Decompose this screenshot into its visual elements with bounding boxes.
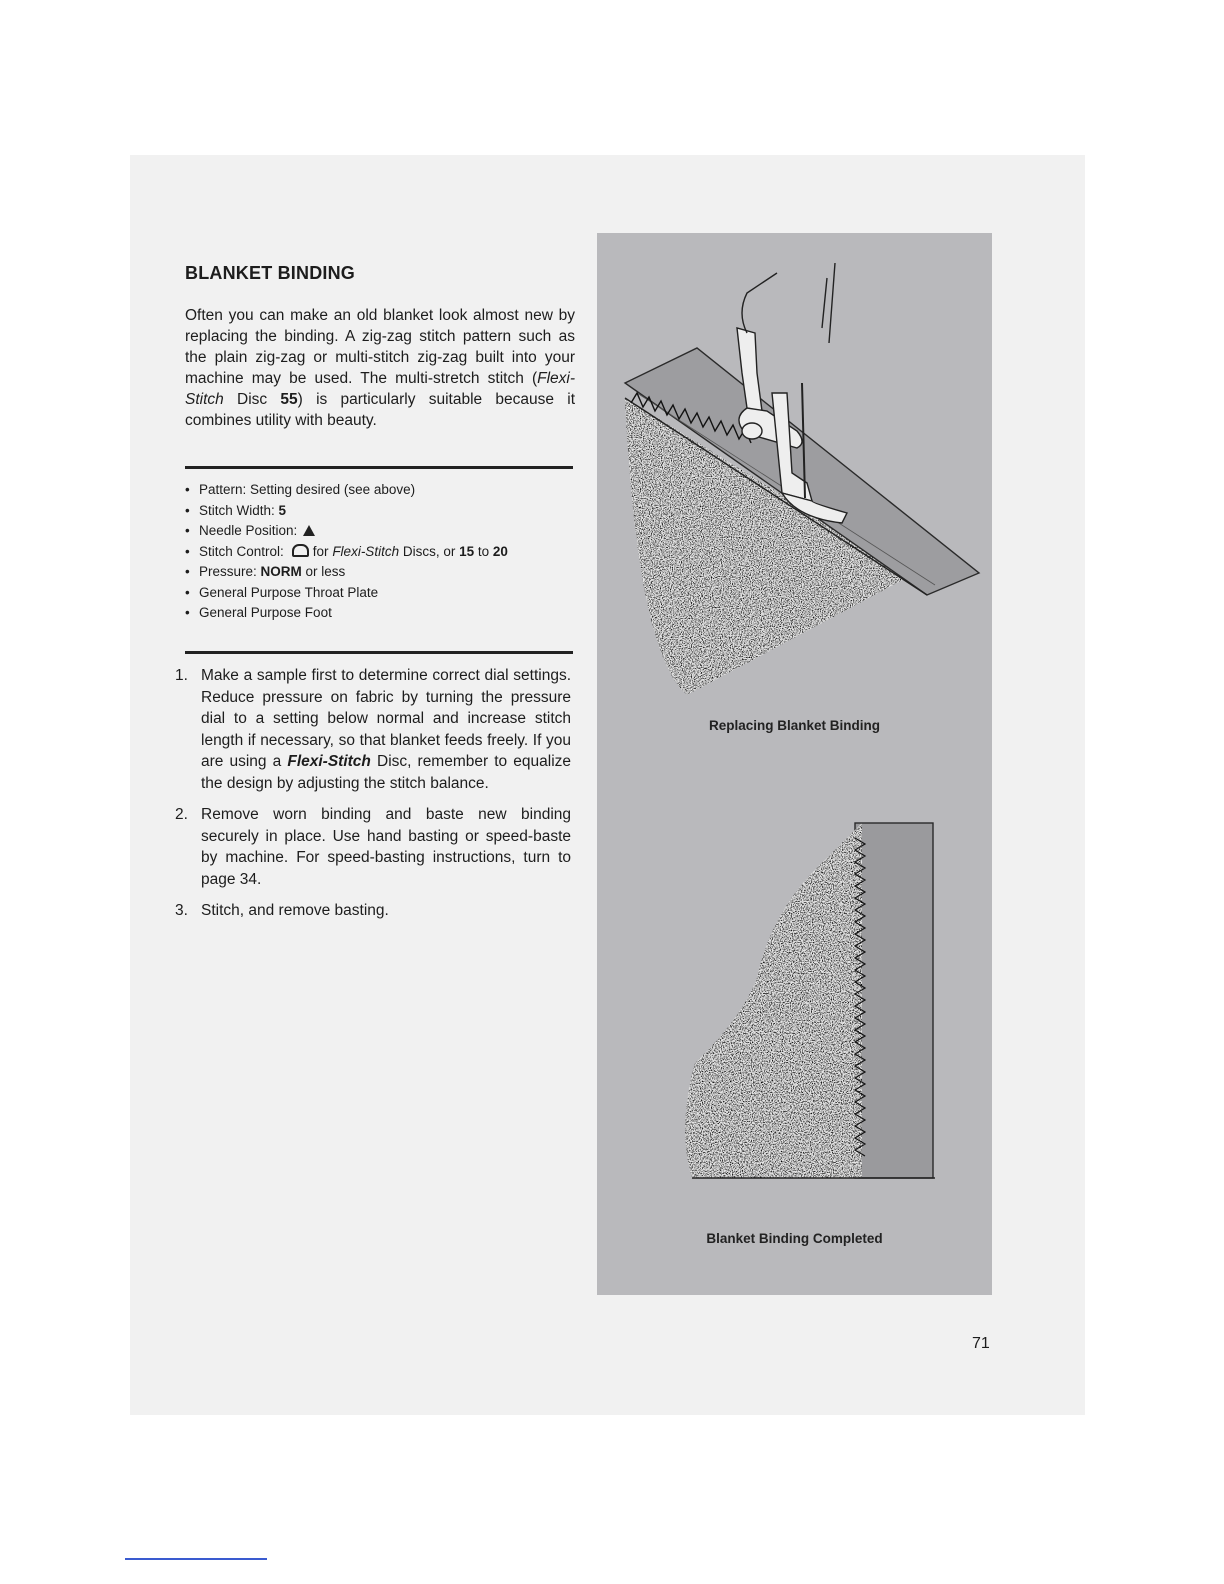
step-item: 2. Remove worn binding and baste new binding securely in place. Use hand basting or speed-baste by machine. For speed-basting instructions, turn to page 34. [175, 806, 571, 888]
figure-caption-1: Replacing Blanket Binding [708, 718, 881, 733]
figure-panel [597, 233, 992, 1295]
footer-link-underline[interactable] [125, 1558, 267, 1560]
intro-paragraph: Often you can make an old blanket look almost new by replacing the binding. A zig-zag stitch pattern such as the plain zig-zag or multi-stitch zig-zag built into your machine may be used. The multi-stretch stitch (Flexi-Stitch Disc 55) is particularly suitable because it combines utility with beauty. [185, 307, 576, 429]
figure-binding-completed [597, 818, 992, 1198]
setting-stitch-control: • Stitch Control: for Flexi-Stitch Discs, or 15 to 20 [185, 542, 575, 563]
step-item: 3. Stitch, and remove basting. [175, 902, 389, 919]
setting-pattern: • Pattern: Setting desired (see above) [185, 480, 575, 501]
manual-page [130, 155, 1085, 1415]
needle-center-icon [303, 525, 315, 536]
figure-replacing-binding [597, 233, 992, 703]
page-number: 71 [972, 1335, 990, 1352]
binding-strip [855, 823, 933, 1178]
machine-settings-list [185, 480, 575, 624]
instruction-steps [175, 665, 571, 932]
divider-bottom [185, 651, 573, 654]
divider-top [185, 466, 573, 469]
setting-pressure: • Pressure: NORM or less [185, 562, 575, 583]
section-heading: BLANKET BINDING [185, 263, 355, 283]
step-item: 1. Make a sample first to determine correct dial settings. Reduce pressure on fabric by turning the pressure dial to a setting below normal and increase stitch length if necessary, so that blanket feeds freely. If you are using a Flexi-Stitch Disc, remember to equalize the design by adjusting the stitch balance. [175, 667, 572, 792]
setting-throat-plate: • General Purpose Throat Plate [185, 583, 575, 604]
stitch-control-dial-icon [292, 544, 309, 557]
setting-needle-position: • Needle Position: [185, 521, 575, 542]
setting-foot: • General Purpose Foot [185, 603, 575, 624]
setting-stitch-width: • Stitch Width: 5 [185, 501, 575, 522]
figure-caption-2: Blanket Binding Completed [706, 1231, 883, 1246]
